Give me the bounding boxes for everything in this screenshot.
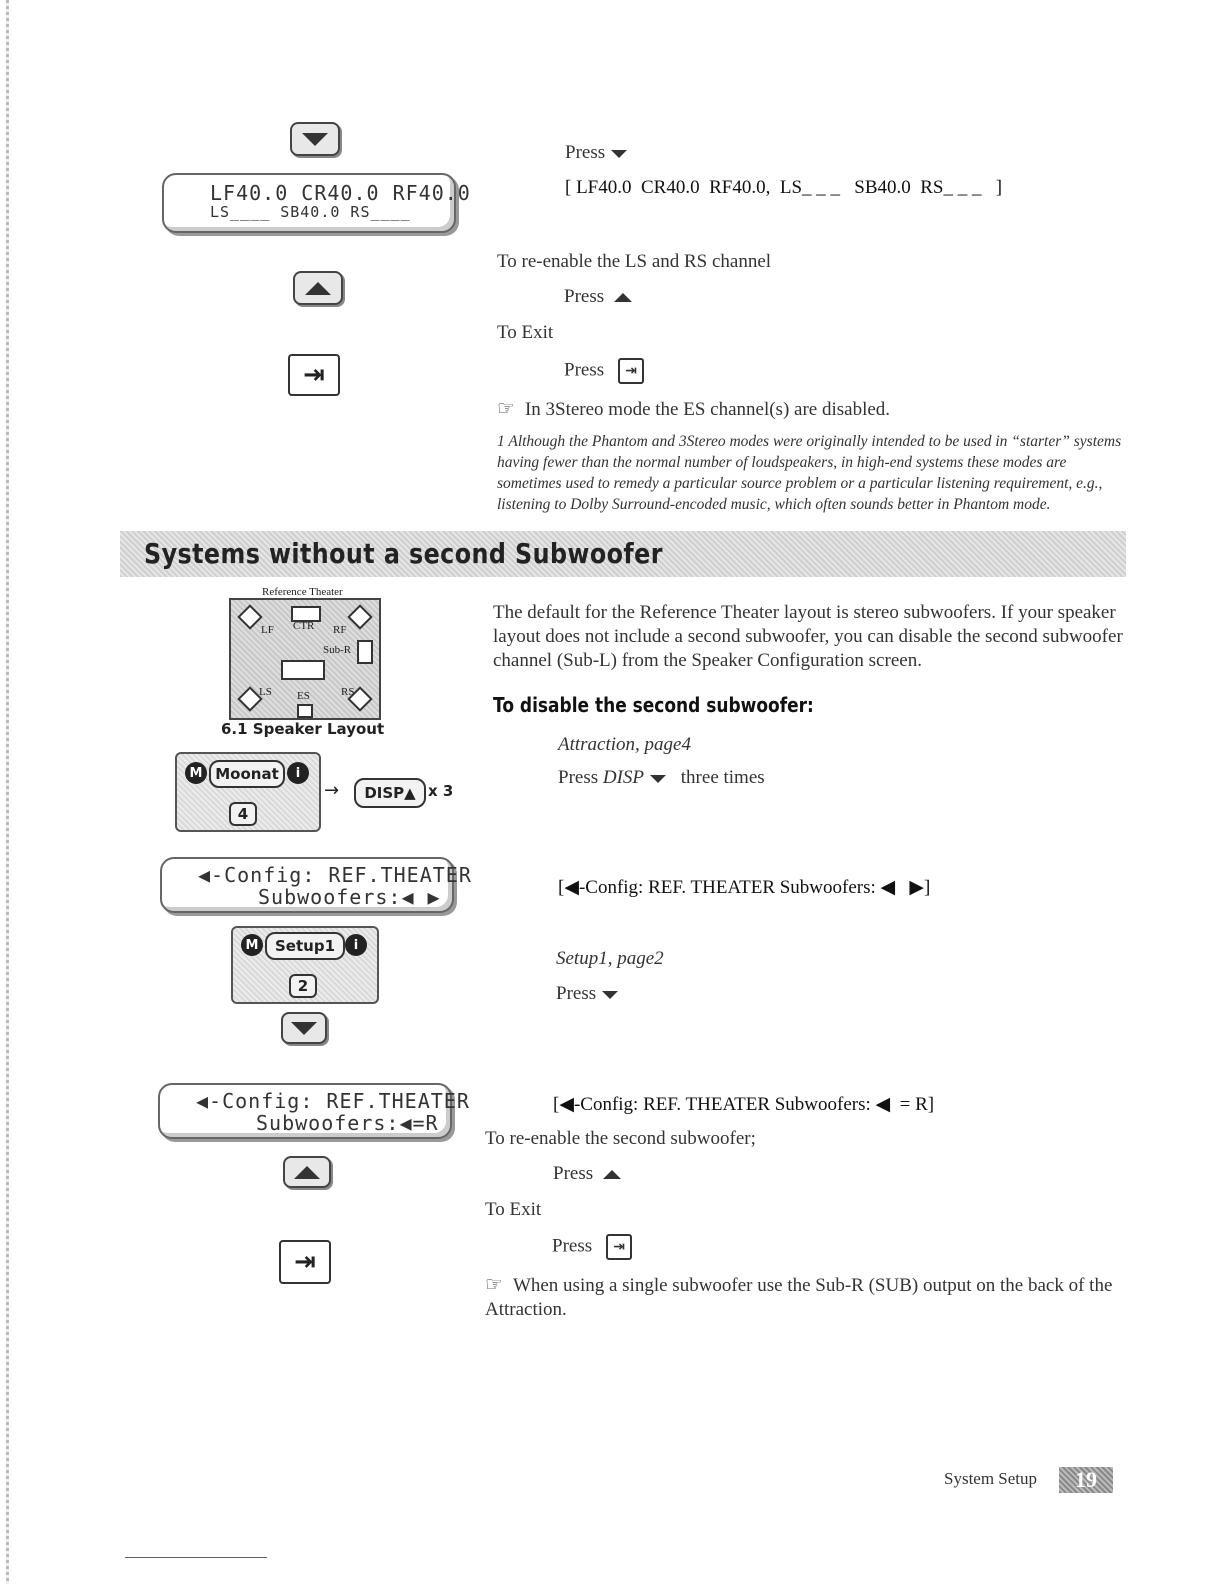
remote-panel-setup1	[231, 926, 379, 1004]
up-arrow-icon	[603, 1170, 621, 1179]
note-text: In 3Stereo mode the ES channel(s) are disabled.	[524, 399, 891, 420]
pointing-hand-icon: ☞	[497, 396, 515, 420]
es-speaker-icon	[297, 704, 313, 718]
sub-speaker-icon	[357, 640, 373, 664]
step2-instruction	[556, 982, 618, 1006]
up-button[interactable]	[293, 271, 343, 305]
exit-button[interactable]	[279, 1240, 331, 1284]
up-arrow-icon	[305, 282, 331, 295]
page-4-selector[interactable]: 4	[229, 802, 257, 826]
note-3stereo	[497, 396, 890, 422]
ctr-label: CTR	[293, 620, 315, 632]
sub-label: Sub-R	[323, 644, 352, 656]
page-2-selector[interactable]: 2	[289, 974, 317, 998]
lcd-line-2: Subwoofers:◀ ▶	[258, 885, 441, 909]
page-number: 19	[1059, 1467, 1113, 1493]
down-arrow-icon	[291, 1022, 317, 1035]
diagram-caption: 6.1 Speaker Layout	[221, 720, 385, 738]
to-exit-text: To Exit	[485, 1199, 542, 1220]
press-label: Press	[553, 1163, 594, 1184]
es-label: ES	[297, 690, 310, 702]
note-single-sub	[485, 1272, 1125, 1322]
footer-section-label: System Setup	[944, 1469, 1038, 1488]
down-button[interactable]	[290, 122, 340, 156]
reenable-text: To re-enable the LS and RS channel	[497, 251, 772, 272]
down-button[interactable]	[281, 1012, 327, 1044]
lf-speaker-icon	[237, 604, 262, 629]
lcd-display-3	[158, 1083, 470, 1139]
press-label: Press	[556, 983, 597, 1004]
lcd-display-1	[162, 173, 471, 233]
step1-instruction	[558, 766, 765, 790]
lcd-line-2: LS____ SB40.0 RS____	[210, 203, 411, 221]
note-text: When using a single subwoofer use the Sub-R (SUB) output on the back of the Attraction.	[485, 1275, 1113, 1320]
ls-label: LS	[259, 686, 272, 698]
diagram-title: Reference Theater	[262, 586, 343, 598]
display-readout-1: [ LF40.0 CR40.0 RF40.0, LS_ _ _ SB40.0 RS_ _ _ ]	[565, 177, 1003, 198]
press-down-instruction	[565, 141, 627, 165]
arrow-icon: →	[324, 780, 340, 801]
section-banner	[120, 531, 1126, 577]
section-title: Systems without a second Subwoofer	[144, 537, 663, 570]
listener-couch-icon	[281, 660, 325, 680]
press-label: Press	[552, 1235, 593, 1257]
step1-location: Attraction, page4	[558, 734, 691, 755]
info-icon: i	[287, 762, 309, 784]
step2-location: Setup1, page2	[556, 948, 664, 969]
down-arrow-icon	[602, 991, 618, 999]
lcd-line-1: ◀-Config: REF.THEATER	[196, 1089, 470, 1113]
disp-button[interactable]: DISP▲	[354, 778, 426, 808]
exit-arrow-icon: ⇥	[606, 1234, 632, 1260]
speaker-layout-diagram	[229, 598, 381, 720]
mode-m-icon: M	[185, 762, 207, 784]
mode-m-icon: M	[241, 934, 263, 956]
press-up-instruction	[564, 285, 632, 309]
pointing-hand-icon: ☞	[485, 1272, 503, 1296]
press-exit-instruction	[552, 1234, 632, 1260]
lcd-line-1: ◀-Config: REF.THEATER	[198, 863, 472, 887]
exit-arrow-icon: ⇥	[294, 1247, 316, 1277]
rf-speaker-icon	[347, 604, 372, 629]
press-label: Press	[565, 142, 606, 163]
lcd-display-2	[160, 857, 472, 913]
mode-moonat-button[interactable]: Moonat	[209, 760, 285, 788]
press-label: Press	[558, 767, 599, 788]
lf-label: LF	[261, 624, 274, 636]
rf-label: RF	[333, 624, 347, 636]
up-button[interactable]	[283, 1156, 331, 1188]
press-label: Press	[564, 286, 605, 307]
reenable-sub-text: To re-enable the second subwoofer;	[485, 1128, 756, 1149]
intro-paragraph: The default for the Reference Theater layout is stereo subwoofers. If your speaker layout does not include a second subwoofer, you can disable the second subwoofer channel (Sub-L) from the Speaker Configuration screen.	[493, 602, 1123, 671]
down-arrow-icon	[611, 150, 627, 158]
display-readout-2: [◀-Config: REF. THEATER Subwoofers: ◀ ▶]	[558, 877, 931, 898]
to-exit-text: To Exit	[497, 322, 554, 343]
up-arrow-icon	[294, 1166, 320, 1179]
press-exit-instruction	[564, 358, 644, 384]
rs-label: RS	[341, 686, 355, 698]
display-readout-3: [◀-Config: REF. THEATER Subwoofers: ◀ = R]	[553, 1094, 935, 1115]
remote-panel-moonat	[175, 752, 321, 832]
press-up-instruction	[553, 1162, 621, 1186]
down-arrow-icon	[302, 133, 328, 146]
lcd-line-1: LF40.0 CR40.0 RF40.0	[210, 181, 471, 205]
disp-label: DISP	[602, 767, 645, 788]
footnote: 1 Although the Phantom and 3Stereo modes were originally intended to be used in “starter” systems having fewer than the normal number of loudspeakers, in high-end systems these modes are sometimes used to remedy a particular source problem or a particular listening requirement, e.g., listening to Dolby Surround-encoded music, which often sounds better in Phantom mode.	[497, 433, 1122, 513]
mode-setup1-button[interactable]: Setup1	[265, 932, 345, 960]
times-text: three times	[680, 767, 765, 788]
up-arrow-icon	[614, 293, 632, 302]
scan-edge	[6, 0, 9, 1584]
lcd-line-2: Subwoofers:◀=R	[256, 1111, 439, 1135]
bottom-rule	[125, 1557, 267, 1558]
down-arrow-icon	[650, 775, 666, 783]
exit-arrow-icon: ⇥	[618, 358, 644, 384]
info-icon: i	[345, 934, 367, 956]
times-label: x 3	[428, 782, 454, 800]
exit-button[interactable]	[288, 354, 340, 396]
press-label: Press	[564, 359, 605, 381]
exit-arrow-icon: ⇥	[303, 360, 325, 390]
subheading: To disable the second subwoofer:	[493, 693, 814, 717]
